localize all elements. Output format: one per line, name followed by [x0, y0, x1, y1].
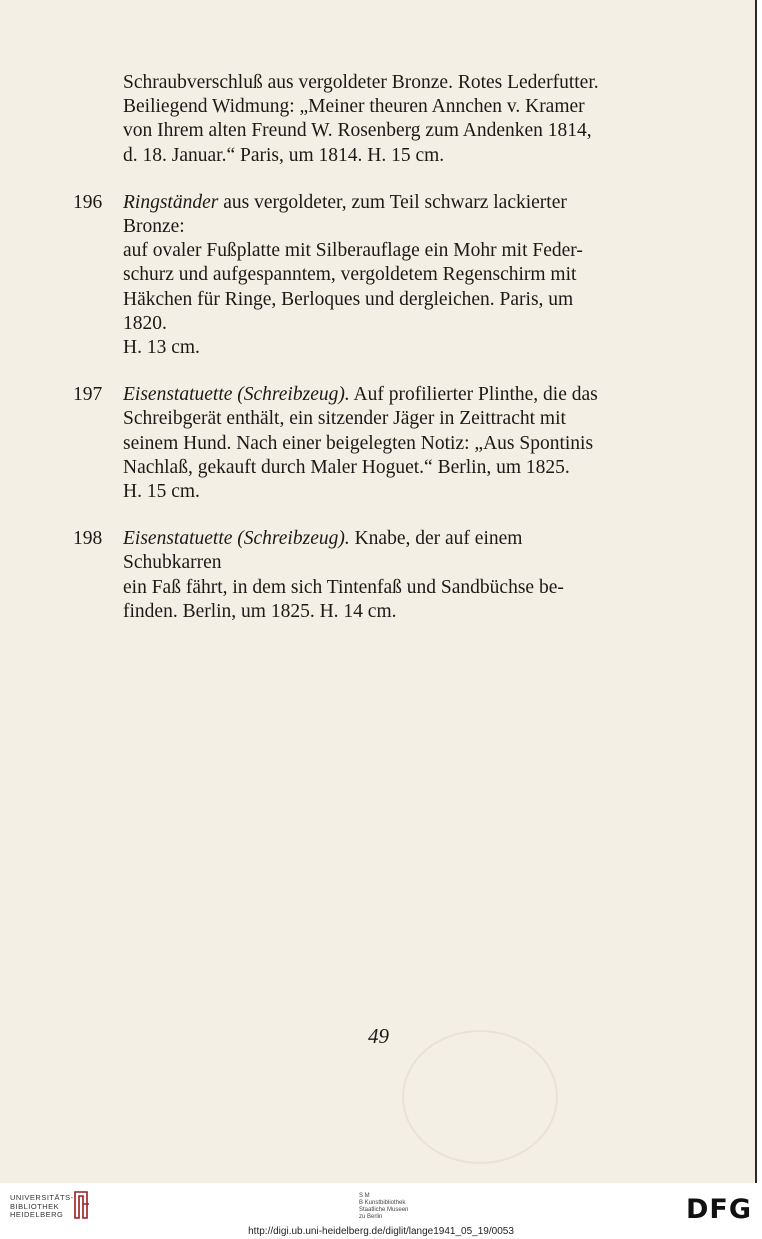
text-line: ein Faß fährt, in dem sich Tintenfaß und Sandbüchse be-	[123, 576, 564, 598]
text-line: Nachlaß, gekauft durch Maler Hoguet.“ Berlin, um 1825.	[123, 456, 570, 478]
university-logo-icon	[72, 1190, 90, 1220]
university-library-label	[10, 1194, 74, 1220]
text-line: Schraubverschluß aus vergoldeter Bronze. Rotes Lederfutter.	[123, 72, 599, 93]
entry-number: 198	[73, 528, 103, 550]
text-line: schurz und aufgespanntem, vergoldetem Regenschirm mit	[123, 264, 577, 286]
text-line: von Ihrem alten Freund W. Rosenberg zum Andenken 1814,	[123, 120, 592, 142]
library-line: HEIDELBERG	[10, 1210, 64, 1219]
text-line: H. 15 cm.	[123, 481, 200, 503]
library-stamp-watermark	[402, 1030, 558, 1164]
text-line: Schreibgerät enthält, ein sitzender Jäger in Zeittracht mit	[123, 408, 566, 430]
text-line: H. 13 cm.	[123, 337, 200, 359]
credit-line: Staatliche Museen	[359, 1207, 409, 1213]
intro-paragraph	[73, 71, 618, 168]
text-line: finden. Berlin, um 1825. H. 14 cm.	[123, 600, 397, 622]
text-line: aus vergoldeter, zum Teil schwarz lackierter Bronze:	[123, 191, 567, 238]
text-line: d. 18. Januar.“ Paris, um 1814. H. 15 cm.	[123, 144, 445, 166]
library-line: BIBLIOTHEK	[10, 1201, 60, 1211]
catalog-entry-196	[73, 191, 618, 360]
credit-line: S M	[359, 1193, 370, 1199]
catalog-entry-197	[73, 383, 618, 504]
credit-line: B Kunstbibliothek	[359, 1200, 406, 1206]
text-line: seinem Hund. Nach einer beigelegten Notiz: „Aus Spontinis	[123, 432, 594, 454]
text-line: Knabe, der auf einem Schubkarren	[123, 528, 523, 574]
entry-title: Eisenstatuette (Schreibzeug).	[123, 528, 350, 550]
credit-line: zu Berlin	[359, 1214, 383, 1220]
page-text	[73, 71, 618, 624]
text-line: Auf profilierter Plinthe, die das	[349, 384, 598, 406]
text-line: Beiliegend Widmung: „Meiner theuren Annchen v. Kramer	[123, 96, 585, 118]
museum-credit	[359, 1193, 408, 1221]
catalog-entry-198	[73, 527, 618, 624]
text-line: Häkchen für Ringe, Berloques und dergleichen. Paris, um 1820.	[123, 288, 574, 334]
page-number: 49	[368, 1024, 389, 1048]
entry-number: 196	[73, 191, 103, 213]
text-line: auf ovaler Fußplatte mit Silberauflage ein Mohr mit Feder-	[123, 240, 583, 262]
viewer-footer	[0, 1183, 762, 1239]
library-line: UNIVERSITÄTS-	[10, 1193, 74, 1202]
source-url[interactable]: http://digi.ub.uni-heidelberg.de/diglit/lange1941_05_19/0053	[248, 1226, 514, 1237]
entry-title: Eisenstatuette (Schreibzeug).	[123, 384, 350, 406]
entry-number: 197	[73, 384, 103, 406]
dfg-logo: DFG	[685, 1194, 752, 1225]
entry-title: Ringständer	[123, 191, 219, 213]
